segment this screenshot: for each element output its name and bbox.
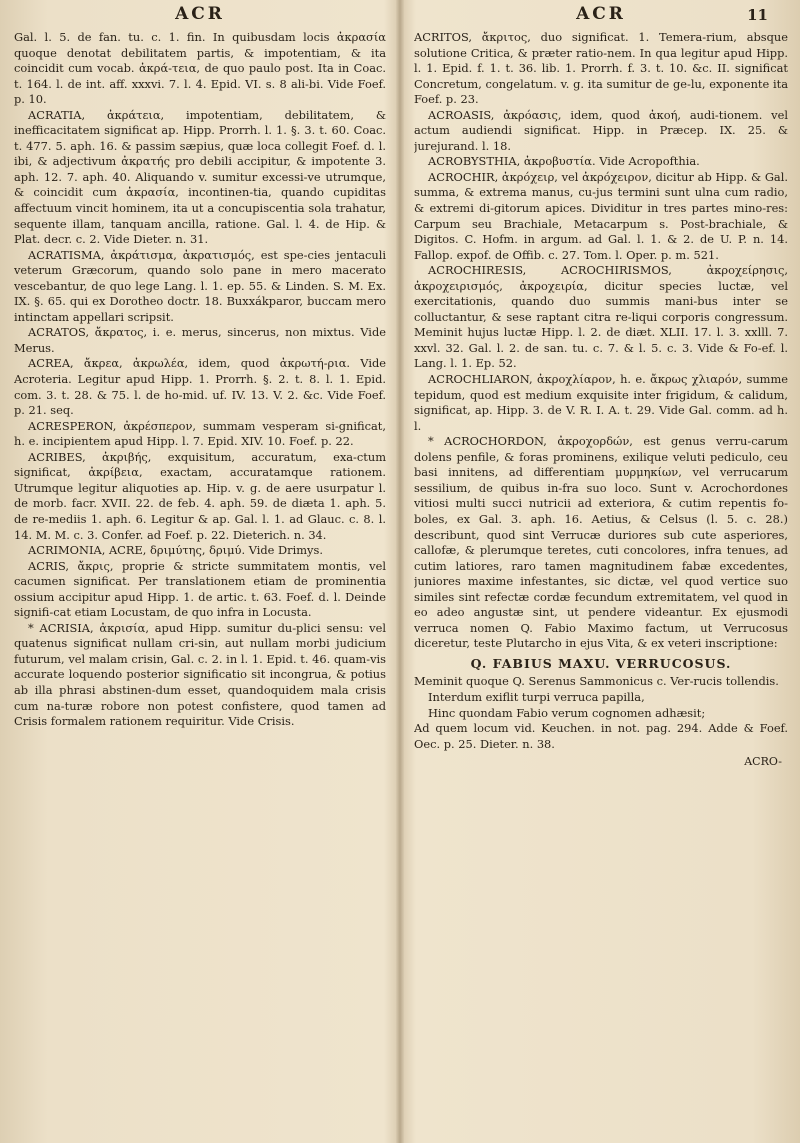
entry-acratia: ACRATIA, ἀκράτεια, impotentiam, debilitatem, & inefficacitatem significat ap. Hipp. Prorrh. l. 1. §. 3. t. 60. Coac. t. 477. 5. aph. 16. & passim sæpius, quæ loca collegit Foef. d. l. ibi, & adjectivum ἀκρατής pro debili accipitur, & impotente 3. aph. 12. 7. aph. 40. Aliquando v. sumitur excessi-ve utrumque, & coincidit cum ἀκρασία, incontinen-tia, quando cupiditas affectuum vincit hominem, ita ut a concupiscentia sola trahatur, sequente illam, tanquam ancilla, ratione. Gal. l. 4. de Hip. & Plat. decr. c. 2. Vide Dieter. n. 31. — [14, 107, 386, 247]
left-page — [14, 4, 386, 1139]
entry-references: Ad quem locum vid. Keuchen. in not. pag. 294. Adde & Foef. Oec. p. 25. Dieter. n. 38. — [414, 721, 788, 751]
left-header-title: ACR — [175, 4, 225, 24]
entry-acris: ACRIS, ἄκρις, proprie & stricte summitatem montis, vel cacumen significat. Per translationem etiam de prominentia ossium accipitur apud Hipp. 1. de artic. t. 63. Foef. d. l. Deinde signifi-cat etiam Locustam, de quo infra in Locusta. — [14, 558, 386, 620]
entry-acratisma: ACRATISMA, ἀκράτισμα, ἀκρατισμός, est spe-cies jentaculi veterum Græcorum, quando solo pane in mero macerato vescebantur, de quo lege Lang. l. 1. ep. 55. & Linden. S. M. Ex. IX. §. 65. qui ex Dorotheo doctr. 18. Buxxákparor, buccam mero intinctam appellari scripsit. — [14, 247, 386, 324]
entry-acrochordon: * ACROCHORDON, ἀκροχορδών, est genus verru-carum dolens penfile, & foras prominens, exilique veluti pediculo, ceu basi innitens, ad differentiam μυρμηκίων, vel verrucarum sessilium, de quibus in-fra suo loco. Sunt v. Acrochordones vitiosi multi succi nutricii ad exteriora, & cutim repentis fo-boles, ex Gal. 3. aph. 16. Aetius, & Celsus (l. 5. c. 28.) describunt, quod sint Verrucæ duriores sub cute asperiores, callofæ, & plerumque teretes, cuti concolores, infra tenues, ad cutim latiores, raro tamen magnitudinem fabæ excedentes, juniores maxime infestantes, sic dictæ, vel quod vertice suo similes sint refectæ cordæ fecundum extremitatem, vel quod in eo adeo angustæ sint, ut pendere videantur. Ex ejusmodi verruca nomen Q. Fabio Maximo factum, ut Verrucosus diceretur, teste Plutarcho in ejus Vita, & ex veteri inscriptione: — [414, 434, 788, 651]
right-page — [414, 4, 788, 1139]
book-gutter — [396, 0, 404, 1143]
entry-acrea: ACREA, ἄκρεα, ἀκρωλέα, idem, quod ἀκρωτή-ρια. Vide Acroteria. Legitur apud Hipp. 1. Prorrh. §. 2. t. 8. l. 1. Epid. com. 3. t. 28. & 75. l. de ho-mid. uf. IV. 13. V. 2. &c. Vide Foef. p. 21. seq. — [14, 356, 386, 418]
left-page-text — [14, 30, 386, 730]
entry-acresperon: ACRESPERON, ἀκρέσπερον, summam vesperam si-gnificat, h. e. incipientem apud Hipp. l. 7. Epid. XIV. 10. Foef. p. 22. — [14, 418, 386, 449]
entry-acrisia: * ACRISIA, ἀκρισία, apud Hipp. sumitur du-plici sensu: vel quatenus significat nullam cri-sin, aut nullam morbi judicium futurum, vel malam crisin, Gal. c. 2. in l. 1. Epid. t. 46. quam-vis accurate loquendo posterior significatio sit incongrua, & potius ab illa phrasi abstinen-dum esset, quandoquidem mala crisis cum na-turæ robore non potest confistere, quod tamen ad Crisis formalem rationem requiritur. Vide Crisis. — [14, 620, 386, 729]
verse-line-2: Hinc quondam Fabio verum cognomen adhæsit; — [428, 705, 706, 720]
entry-acrochir: ACROCHIR, ἀκρόχειρ, vel ἀκρόχειρον, dicitur ab Hipp. & Gal. summa, & extrema manus, cu-jus termini sunt ulna cum radio, & extremi di-gitorum apices. Dividitur in tres partes mino-res: Carpum seu Brachiale, Metacarpum s. Post-brachiale, & Digitos. C. Hofm. in argum. ad Gal. l. 1. & 2. de U. P. n. 14. Fallop. expof. de Offib. c. 27. Tom. l. Oper. p. m. 521. — [414, 169, 788, 262]
entry-acrochiresis: ACROCHIRESIS, ACROCHIRISMOS, ἀκροχείρησις, ἀκροχειρισμός, ἀκροχειρία, dicitur species luctæ, vel exercitationis, quando duo summis mani-bus inter se colluctantur, & sese raptant citra re-liqui corporis congressum. Meminit hujus luctæ Hipp. l. 2. de diæt. XLII. 17. l. 3. xxlll. 7. xxvl. 32. Gal. l. 2. de san. tu. c. 7. & l. 5. c. 3. Vide & Fo-ef. l. Lang. l. 1. Ep. 52. — [414, 263, 788, 371]
entry-paragraph: Gal. l. 5. de fan. tu. c. 1. fin. In quibusdam locis ἀκρασία quoque denotat debilitatem partis, & impotentiam, & ita coincidit cum vocab. ἀκρά-τεια, de quo paulo post. Ita in Coac. t. 164. l. de int. aff. xxxvi. 7. l. 4. Epid. VI. s. 8 ali-bi. Vide Foef. p. 10. — [14, 30, 386, 107]
entry-acritos: ACRITOS, ἄκριτος, duo significat. 1. Temera-rium, absque solutione Critica, & præter ratio-nem. In qua legitur apud Hipp. l. 1. Epid. f. 1. t. 36. lib. 1. Prorrh. f. 3. t. 10. &c. II. significat Concretum, congelatum. v. g. ita sumitur de ge-lu, exponente ita Foef. p. 23. — [414, 30, 788, 107]
page-number: 11 — [747, 6, 768, 24]
entry-acrimonia: ACRIMONIA, ACRE, δριμύτης, δριμύ. Vide Drimys. — [28, 543, 323, 558]
right-running-head — [414, 4, 788, 30]
right-page-text — [414, 30, 788, 770]
entry-acroasis: ACROASIS, ἀκρόασις, idem, quod ἀκοή, audi-tionem. vel actum audiendi significat. Hipp. in Præcep. IX. 25. & jurejurand. l. 18. — [414, 107, 788, 153]
left-running-head — [14, 4, 386, 30]
entry-acrobysthia: ACROBYSTHIA, ἀκροβυστία. Vide Acropofthia. — [428, 154, 700, 169]
entry-serenus: Meminit quoque Q. Serenus Sammonicus c. Ver-rucis tollendis. — [414, 674, 779, 689]
right-header-title: ACR — [576, 4, 626, 24]
verse-line-1: Interdum exiflit turpi verruca papilla, — [428, 689, 645, 704]
entry-acrochliaron: ACROCHLIARON, ἀκροχλίαρον, h. e. ἄκρως χλιαρόν, summe tepidum, quod est medium exquisite inter frigidum, & calidum, significat, ap. Hipp. 3. de V. R. I. A. t. 29. Vide Gal. comm. ad h. l. — [414, 372, 788, 433]
inscription: Q. FABIUS MAXU. VERRUCOSUS. — [470, 655, 732, 671]
entry-acratos: ACRATOS, ἄκρατος, i. e. merus, sincerus, non mixtus. Vide Merus. — [14, 325, 386, 355]
catchword: ACRO- — [744, 755, 782, 769]
entry-acribes: ACRIBES, ἀκριβής, exquisitum, accuratum, exa-ctum significat, ἀκρίβεια, exactam, accuratamque rationem. Utrumque legitur aliquoties ap. Hip. v. g. de aere usurpatur l. de morb. facr. XVII. 22. de feb. 4. aph. 59. de diæta 1. aph. 5. de re-mediis 1. aph. 6. Legitur & ap. Gal. l. 1. ad Glauc. c. 8. l. 14. M. M. c. 3. Confer. ad Foef. p. 22. Dieterich. n. 34. — [14, 449, 386, 542]
